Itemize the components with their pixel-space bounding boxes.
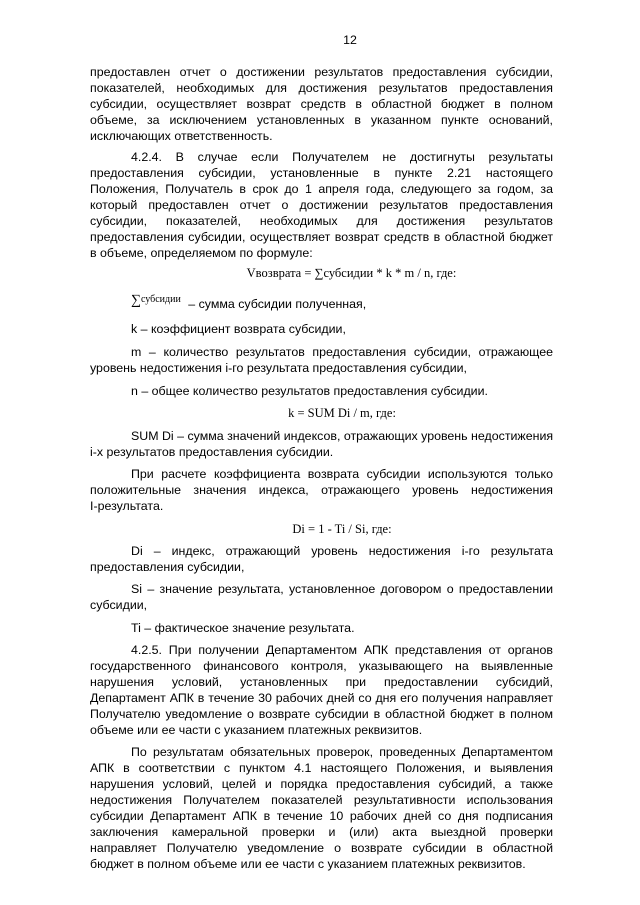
text-line: предоставлен отчет о достижении результатов предоставления субсидии, — [90, 65, 553, 79]
text-line: I-результата. — [90, 499, 164, 513]
definition-di — [90, 543, 553, 575]
text-line: При расчете коэффициента возврата субсидии используются только — [131, 467, 553, 481]
clause-4-2-4 — [90, 149, 553, 261]
definition-si — [90, 581, 553, 613]
text-line: предоставления субсидии, осуществляет возврат средств в областной бюджет — [90, 230, 553, 244]
inspection-results-paragraph — [90, 744, 553, 872]
text-line: положительные значения индекса, отражающего уровень недостижения — [90, 483, 553, 497]
subsidy-sum-term — [131, 293, 181, 308]
text-line: в объеме, определяемом по формуле: — [90, 246, 313, 260]
definition-k — [90, 321, 553, 337]
text-line: Di – индекс, отражающий уровень недостижения i-го результата — [131, 544, 553, 558]
text-line: Ti – фактическое значение результата. — [131, 621, 355, 635]
definition-text: – сумма субсидии полученная, — [188, 297, 367, 311]
text-line: i-х результатов предоставления субсидии. — [90, 445, 334, 459]
text-line: бюджет в полном объеме или ее части с указанием платежных реквизитов. — [90, 857, 526, 871]
text-line: SUM Di – сумма значений индексов, отражающих уровень недостижения — [131, 429, 554, 443]
text-line: m – количество результатов предоставления субсидии, отражающее — [131, 345, 553, 359]
text-line: По результатам обязательных проверок, проведенных Департаментом — [131, 745, 553, 759]
definition-n — [90, 383, 553, 399]
formula-k: k = SUM Di / m, где: — [288, 406, 396, 420]
text-line: показателей, необходимых для достижения результатов предоставления — [90, 81, 553, 95]
text-line: n – общее количество результатов предоставления субсидии. — [131, 384, 488, 398]
sum-subscript: субсидии — [140, 294, 181, 305]
text-line: исключающих ответственность. — [90, 129, 273, 143]
note-positive-values — [90, 466, 553, 514]
text-line: объеме, за исключением установленных в указанном пункте оснований, — [90, 113, 553, 127]
text-line: 4.2.5. При получении Департаментом АПК представления от органов — [131, 643, 553, 657]
formula-di: Di = 1 - Ti / Si, где: — [292, 522, 392, 536]
text-line: субсидии Департамент АПК в течение 10 рабочих дней со дня подписания — [90, 809, 553, 823]
definition-sum-di — [90, 428, 553, 460]
formula-return-volume: Vвозврата = ∑субсидии * k * m / n, где: — [246, 266, 457, 280]
text-line: нарушения условий, целей и порядка предоставления субсидий, а также — [90, 777, 553, 791]
text-line: направляет Получателю уведомление о возврате субсидии в областной — [90, 841, 553, 855]
text-line: Положения, Получатель в срок до 1 апреля года, следующего за годом, за — [90, 182, 553, 196]
text-line: k – коэффициент возврата субсидии, — [131, 322, 346, 336]
paragraph-continuation — [90, 64, 553, 144]
text-line: нарушения условий, установленных при предоставлении субсидий, — [90, 675, 553, 689]
text-line: Si – значение результата, установленное договором о предоставлении — [131, 582, 553, 596]
text-line: который предоставлен отчет о достижении результатов предоставления — [90, 198, 553, 212]
text-line: Департамент АПК в течение 30 рабочих дней со дня его получения направляет — [90, 691, 553, 705]
text-line: Получателю уведомление о возврате субсидии в областной бюджет в полном — [90, 707, 553, 721]
definition-ti — [90, 620, 553, 636]
text-line: недостижения Получателем показателей результативности использования — [90, 793, 553, 807]
text-line: объеме или ее части с указанием платежных реквизитов. — [90, 723, 423, 737]
definition-subsidy-sum — [90, 293, 553, 313]
text-line: заключения камеральной проверки и (или) акта выездной проверки — [90, 825, 553, 839]
text-line — [90, 293, 553, 313]
text-line: субсидии, — [90, 598, 148, 612]
text-line: АПК в соответствии с пунктом 4.1 настоящего Положения, и выявления — [90, 761, 553, 775]
text-line: 4.2.4. В случае если Получателем не достигнуты результаты — [131, 150, 553, 164]
page-number: 12 — [343, 33, 357, 47]
text-line: субсидии, показателей, необходимых для достижения результатов — [90, 214, 553, 228]
text-line: предоставления субсидии, установленные в пункте 2.21 настоящего — [90, 166, 553, 180]
text-line: предоставления субсидии, — [90, 560, 245, 574]
text-line: субсидии, осуществляет возврат средств в областной бюджет в полном — [90, 97, 553, 111]
clause-4-2-5 — [90, 642, 553, 738]
document-body — [90, 64, 553, 872]
text-line: уровень недостижения i-го результата предоставления субсидии, — [90, 361, 467, 375]
text-line: государственного финансового контроля, указывающего на выявленные — [90, 659, 553, 673]
sum-symbol: ∑ — [131, 293, 141, 308]
definition-m — [90, 344, 553, 376]
